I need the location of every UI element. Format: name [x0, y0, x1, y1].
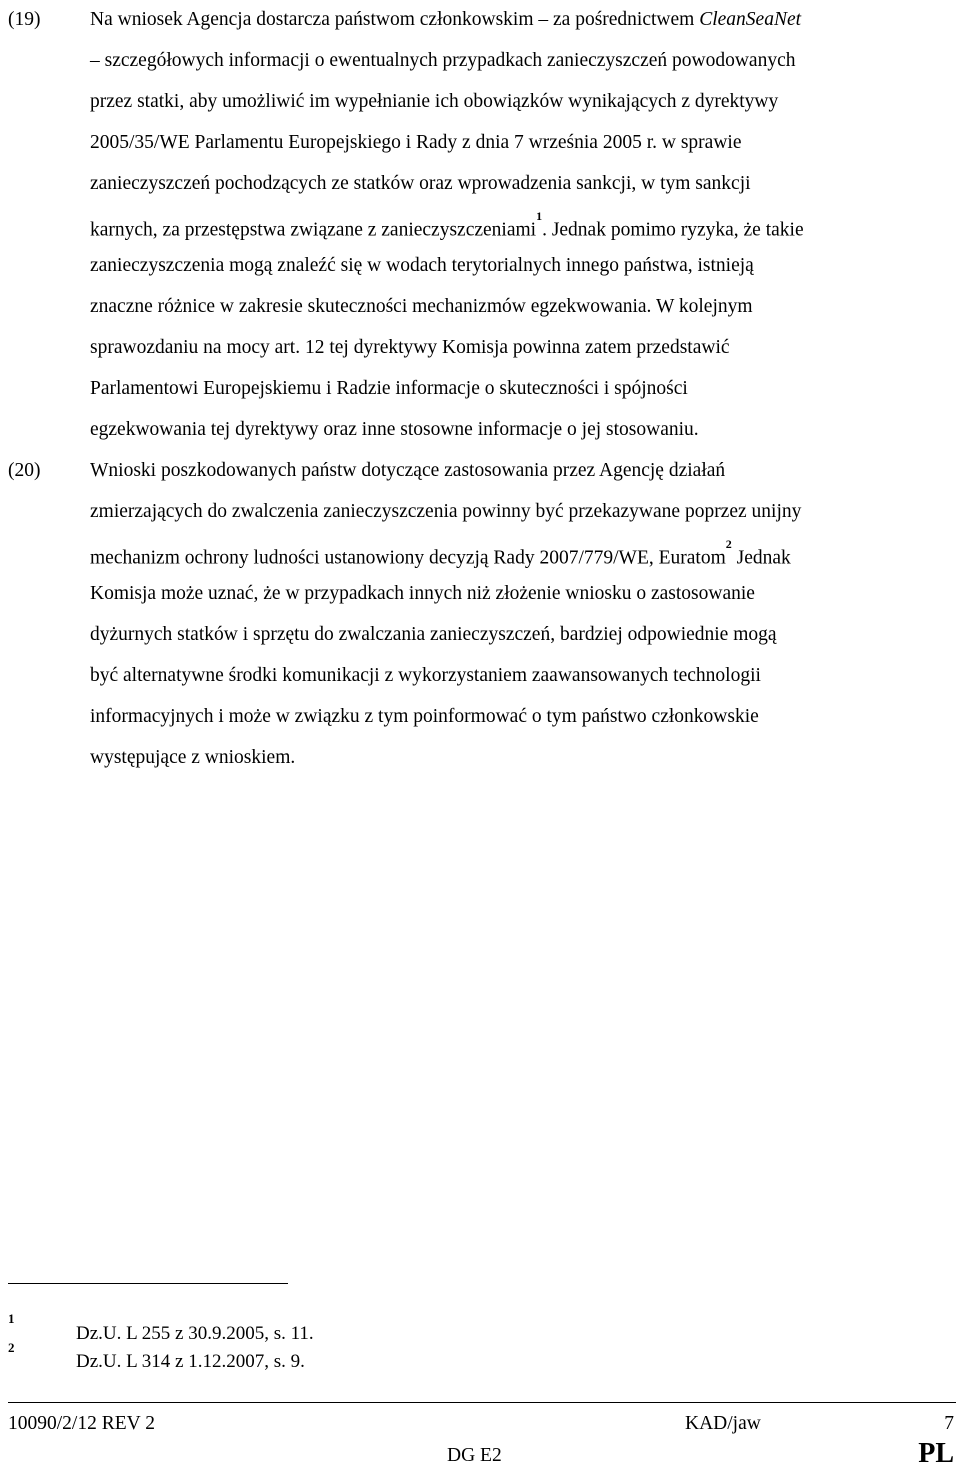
document-reference: 10090/2/12 REV 2: [8, 1413, 155, 1434]
footnote-text: Dz.U. L 314 z 1.12.2007, s. 9.: [76, 1351, 305, 1372]
footnote-reference-2[interactable]: 2: [725, 537, 732, 551]
paragraph-body: [90, 450, 960, 778]
paragraph-line: zanieczyszczenia mogą znaleźć się w wodach terytorialnych innego państwa, istnieją: [90, 255, 754, 276]
footnote-number: 1: [8, 1311, 15, 1326]
page-footer: [0, 1407, 960, 1441]
paragraph-line: – szczegółowych informacji o ewentualnych przypadkach zanieczyszczeń powodowanych: [90, 50, 796, 71]
paragraph-line: 2005/35/WE Parlamentu Europejskiego i Rady z dnia 7 września 2005 r. w sprawie: [90, 132, 742, 153]
author-reference: KAD/jaw: [685, 1413, 761, 1434]
paragraph-line: Na wniosek Agencja dostarcza państwom członkowskim – za pośrednictwem CleanSeaNet: [90, 9, 802, 30]
language-code: PL: [918, 1438, 954, 1469]
paragraph-line: Parlamentowi Europejskiemu i Radzie informacje o skuteczności i spójności: [90, 378, 688, 399]
cleanseanet-term: CleanSeaNet: [699, 9, 802, 30]
paragraph-line: karnych, za przestępstwa związane z zanieczyszczeniami$^1$. Jednak pomimo ryzyka, że takie: [90, 209, 804, 241]
paragraph-line: Wnioski poszkodowanych państw dotyczące zastosowania przez Agencję działań: [90, 460, 726, 481]
paragraph-line: zmierzających do zwalczenia zanieczyszczenia powinny być przekazywane poprzez unijny: [90, 501, 802, 522]
paragraph-line: informacyjnych i może w związku z tym poinformować o tym państwo członkowskie: [90, 706, 759, 727]
footnote-separator: [8, 1283, 288, 1284]
page-number: 7: [944, 1413, 954, 1434]
footnote-text: Dz.U. L 255 z 30.9.2005, s. 11.: [76, 1323, 314, 1344]
footnote-1: [0, 1311, 960, 1348]
paragraph-line: dyżurnych statków i sprzętu do zwalczania zanieczyszczeń, bardziej odpowiednie mogą: [90, 624, 777, 645]
paragraph-line: zanieczyszczeń pochodzących ze statków oraz wprowadzenia sankcji, w tym sankcji: [90, 173, 751, 194]
footnote-number: 2: [8, 1340, 15, 1355]
paragraph-line: przez statki, aby umożliwić im wypełnianie ich obowiązków wynikających z dyrektywy: [90, 91, 779, 112]
paragraph-number: (20): [8, 460, 41, 481]
directorate-general: DG E2: [447, 1445, 502, 1466]
paragraph-line: mechanizm ochrony ludności ustanowiony decyzją Rady 2007/779/WE, Euratom$^2$ Jednak: [90, 537, 791, 569]
paragraph-number: (19): [8, 9, 41, 30]
paragraph-line: egzekwowania tej dyrektywy oraz inne stosowne informacje o jej stosowaniu.: [90, 419, 699, 440]
footer-separator: [8, 1402, 956, 1403]
footnote-reference-1[interactable]: 1: [536, 209, 543, 223]
paragraph-line: znaczne różnice w zakresie skuteczności mechanizmów egzekwowania. W kolejnym: [90, 296, 753, 317]
paragraph-line: sprawozdaniu na mocy art. 12 tej dyrektywy Komisja powinna zatem przedstawić: [90, 337, 730, 358]
paragraph-line: być alternatywne środki komunikacji z wykorzystaniem zaawansowanych technologii: [90, 665, 761, 686]
paragraph-line: Komisja może uznać, że w przypadkach innych niż złożenie wniosku o zastosowanie: [90, 583, 755, 604]
paragraph-body: [90, 0, 960, 450]
paragraph-line: występujące z wnioskiem.: [90, 747, 296, 768]
footnote-2: [0, 1340, 960, 1376]
